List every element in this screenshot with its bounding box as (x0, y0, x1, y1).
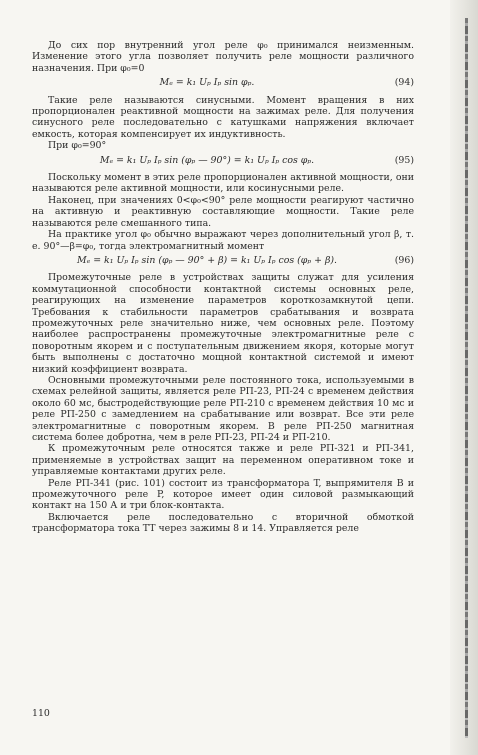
paragraph-rp341: Реле РП-341 (рис. 101) состоит из трансформатора T, выпрямителя B и промежуточного реле P, которое имеет один силовой размыкающий контакт на 150 А и три блок-контакта. (32, 477, 414, 512)
paragraph-mixed-type: Наконец, при значениях 0<φ₀<90° реле мощности реагируют частично на активную и реактивную составляющие мощности. Такие реле называются реле смешанного типа. (32, 194, 414, 229)
book-binding-edge (450, 0, 478, 755)
paragraph-connection: Включается реле последовательно с вторичной обмоткой трансформатора тока TT через зажимы 8 и 14. Управляется реле (32, 511, 414, 535)
binding-shadow-line (465, 18, 468, 738)
equation-formula: Mₑ = k₁ Uₚ Iₚ sin (φₚ — 90°) = k₁ Uₚ Iₚ cos φₚ. (99, 154, 315, 166)
equation-number: (95) (394, 154, 414, 166)
equation-formula: Mₑ = k₁ Uₚ Iₚ sin φₚ. (159, 77, 255, 89)
equation-94 (32, 77, 414, 88)
page-number: 110 (32, 708, 50, 719)
equation-number: (96) (394, 254, 414, 266)
paragraph-sine-relay: Такие реле называются синусными. Момент вращения в них пропорционален реактивной мощности на зажимах реле. Для получения синусного реле последовательно с катушками напряжения включает емкость, которая компенсирует их индуктивность. (32, 94, 414, 140)
paragraph-active-power: Поскольку момент в этих реле пропорционален активной мощности, они называются реле активной мощности, или косинусными реле. (32, 172, 414, 195)
paragraph-ac-relays: К промежуточным реле относятся также и реле РП-321 и РП-341, применяемые в устройствах защит на переменном оперативном токе и управляемые контактами других реле. (32, 443, 414, 478)
equation-95 (32, 155, 414, 166)
paragraph-dc-relays: Основными промежуточными реле постоянного тока, используемыми в схемах релейной защиты, является реле РП-23, РП-24 с временем действия около 60 мс, быстродействующие реле РП-210 с временем действия 10 мс и реле РП-250 с замедлением на срабатывание или возврат. Все эти реле электромагнитные с поворотным якорем. В реле РП-250 магнитная система более добротна, чем в реле РП-23, РП-24 и РП-210. (32, 374, 414, 443)
paragraph-intro: До сих пор внутренний угол реле φ₀ принимался неизменным. Изменение этого угла позволяет получить реле мощности различного назначения. При φ₀=0 (32, 40, 414, 74)
paragraph-beta-angle: На практике угол φ₀ обычно выражают через дополнительный угол β, т. е. 90°—β=φ₀, тогда электромагнитный момент (32, 229, 414, 252)
body-text (32, 40, 414, 535)
paragraph-phi-90: При φ₀=90° (48, 140, 107, 152)
equation-96 (32, 255, 414, 266)
equation-number: (94) (394, 77, 414, 89)
equation-formula: Mₑ = k₁ Uₚ Iₚ sin (φₚ — 90° + β) = k₁ Uₚ Iₚ cos (φₚ + β). (77, 254, 337, 266)
paragraph-intermediate-relays: Промежуточные реле в устройствах защиты служат для усиления коммутационной способности контактной системы основных реле, реагирующих на изменение параметров короткозамкнутой цепи. Требования к стабильности параметров срабатывания и возврата промежуточных реле значительно ниже, чем основных реле. Поэтому наиболее распространены промежуточные электромагнитные реле с поворотным якорем и с поступательным движением якоря, которые могут быть выполнены с достаточно мощной контактной системой и имеют низкий коэффициент возврата. (32, 272, 414, 375)
